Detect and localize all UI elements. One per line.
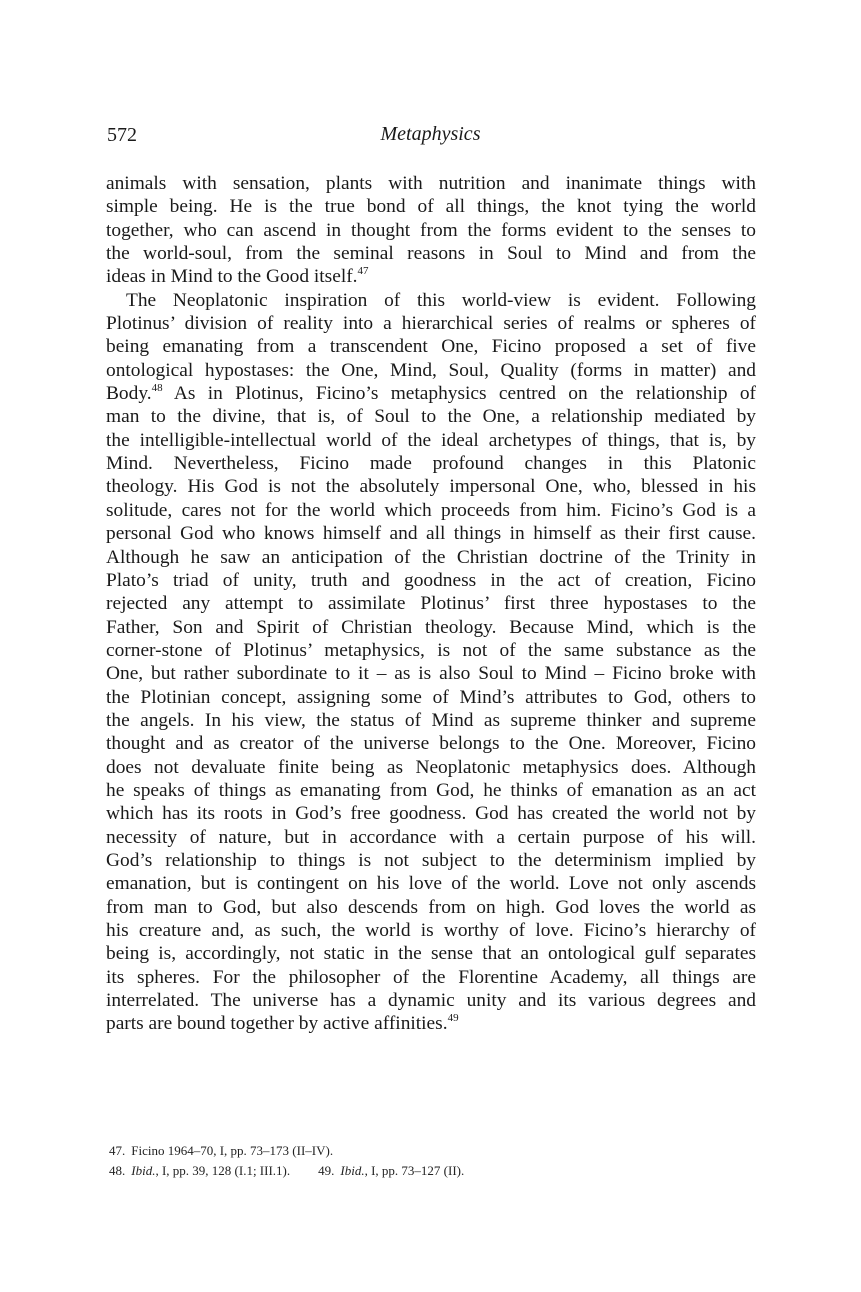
line-text: thought and as creator of the universe belongs to the One. Moreover, Ficino <box>106 733 756 755</box>
footnote-text: Ibid. <box>340 1163 365 1178</box>
line-text: necessity of nature, but in accordance with a certain purpose of his will. <box>106 826 756 848</box>
line-text-continued: As in Plotinus, Ficino’s metaphysics centred on the relationship of <box>162 383 756 405</box>
footnote-text: Ficino 1964–70, I, pp. 73–173 (II–IV). <box>131 1143 334 1158</box>
line-text: which has its roots in God’s free goodness. God has created the world not by <box>106 803 756 825</box>
text-line <box>106 405 756 428</box>
running-head: Metaphysics <box>380 123 481 145</box>
line-text: man to the divine, that is, of Soul to the One, a relationship mediated by <box>106 406 756 428</box>
line-text: Body. <box>106 383 152 405</box>
line-text: One, but rather subordinate to it – as is also Soul to Mind – Ficino broke with <box>106 663 756 685</box>
footnote-number: 48. <box>109 1163 126 1178</box>
text-line <box>106 265 756 288</box>
footnote-ref[interactable]: 48 <box>151 382 163 395</box>
line-text: together, who can ascend in thought from the forms evident to the senses to <box>106 219 756 241</box>
text-line <box>106 989 756 1012</box>
text-line <box>106 709 756 732</box>
line-text: animals with sensation, plants with nutrition and inanimate things with <box>106 173 756 194</box>
text-line <box>106 686 756 709</box>
line-text: Although he saw an anticipation of the Christian doctrine of the Trinity in <box>106 546 756 568</box>
text-line <box>106 195 756 218</box>
text-line <box>106 779 756 802</box>
text-line <box>106 966 756 989</box>
text-line <box>106 335 756 358</box>
footnote-text: , I, pp. 73–127 (II). <box>364 1163 465 1178</box>
text-line <box>106 756 756 779</box>
footnote <box>109 1141 464 1161</box>
line-text: rejected any attempt to assimilate Plotinus’ first three hypostases to the <box>106 593 756 615</box>
line-text: the intelligible-intellectual world of the ideal archetypes of things, that is, by <box>106 429 756 451</box>
line-text: being emanating from a transcendent One, Ficino proposed a set of five <box>106 336 756 358</box>
text-line <box>106 849 756 872</box>
text-line <box>106 452 756 475</box>
text-line <box>106 359 756 382</box>
line-text: personal God who knows himself and all things in himself as their first cause. <box>106 523 756 545</box>
text-line <box>106 429 756 452</box>
line-text: Father, Son and Spirit of Christian theology. Because Mind, which is the <box>106 616 756 638</box>
line-text: the world-soul, from the seminal reasons in Soul to Mind and from the <box>106 243 756 265</box>
text-line <box>106 289 756 312</box>
footnote <box>109 1161 464 1181</box>
line-text: theology. His God is not the absolutely impersonal One, who, blessed in his <box>106 476 756 498</box>
line-text: ideas in Mind to the Good itself. <box>106 266 358 288</box>
line-text: corner-stone of Plotinus’ metaphysics, is not of the same substance as the <box>106 639 756 661</box>
text-line <box>106 499 756 522</box>
text-line <box>106 942 756 965</box>
text-line <box>106 592 756 615</box>
page-number: 572 <box>107 124 137 146</box>
line-text: ontological hypostases: the One, Mind, Soul, Quality (forms in matter) and <box>106 359 756 381</box>
line-text: parts are bound together by active affinities. <box>106 1013 448 1035</box>
line-text: interrelated. The universe has a dynamic unity and its various degrees and <box>106 990 756 1012</box>
text-line <box>106 802 756 825</box>
line-text: the angels. In his view, the status of Mind as supreme thinker and supreme <box>106 709 756 731</box>
text-line <box>106 522 756 545</box>
text-line <box>106 219 756 242</box>
text-line <box>106 569 756 592</box>
text-line <box>106 616 756 639</box>
text-line <box>106 475 756 498</box>
text-line <box>106 662 756 685</box>
line-text: does not devaluate finite being as Neoplatonic metaphysics does. Although <box>106 756 756 778</box>
line-text: its spheres. For the philosopher of the Florentine Academy, all things are <box>106 966 756 988</box>
footnote-text: , I, pp. 39, 128 (I.1; III.1). <box>155 1163 291 1178</box>
footnote-ref[interactable]: 47 <box>357 265 369 278</box>
line-text: emanation, but is contingent on his love of the world. Love not only ascends <box>106 873 756 895</box>
text-line <box>106 546 756 569</box>
footnote-text: Ibid. <box>131 1163 156 1178</box>
line-text: God’s relationship to things is not subject to the determinism implied by <box>106 849 756 871</box>
line-text: Mind. Nevertheless, Ficino made profound changes in this Platonic <box>106 453 756 475</box>
footnote-number: 49. <box>318 1163 335 1178</box>
text-line <box>106 172 756 195</box>
text-line <box>106 312 756 335</box>
text-line <box>106 919 756 942</box>
text-line <box>106 896 756 919</box>
line-text: from man to God, but also descends from on high. God loves the world as <box>106 896 756 918</box>
line-text: he speaks of things as emanating from God, he thinks of emanation as an act <box>106 779 756 801</box>
footnote-number: 47. <box>109 1143 126 1158</box>
text-line <box>106 1012 756 1035</box>
footnotes <box>109 1141 464 1181</box>
line-text: The Neoplatonic inspiration of this world-view is evident. Following <box>126 289 756 311</box>
line-text: the Plotinian concept, assigning some of Mind’s attributes to God, others to <box>106 686 756 708</box>
line-text: being is, accordingly, not static in the sense that an ontological gulf separates <box>106 943 756 965</box>
line-text: solitude, cares not for the world which proceeds from him. Ficino’s God is a <box>106 499 756 521</box>
line-text: Plotinus’ division of reality into a hierarchical series of realms or spheres of <box>106 313 756 335</box>
line-text: Plato’s triad of unity, truth and goodness in the act of creation, Ficino <box>106 569 756 591</box>
footnote-ref[interactable]: 49 <box>447 1012 459 1025</box>
text-line <box>106 639 756 662</box>
line-text: his creature and, as such, the world is worthy of love. Ficino’s hierarchy of <box>106 920 756 941</box>
text-line <box>106 242 756 265</box>
text-line <box>106 826 756 849</box>
line-text: simple being. He is the true bond of all things, the knot tying the world <box>106 196 756 218</box>
text-line <box>106 382 756 405</box>
body-text <box>106 172 756 1036</box>
text-line <box>106 732 756 755</box>
text-line <box>106 872 756 895</box>
